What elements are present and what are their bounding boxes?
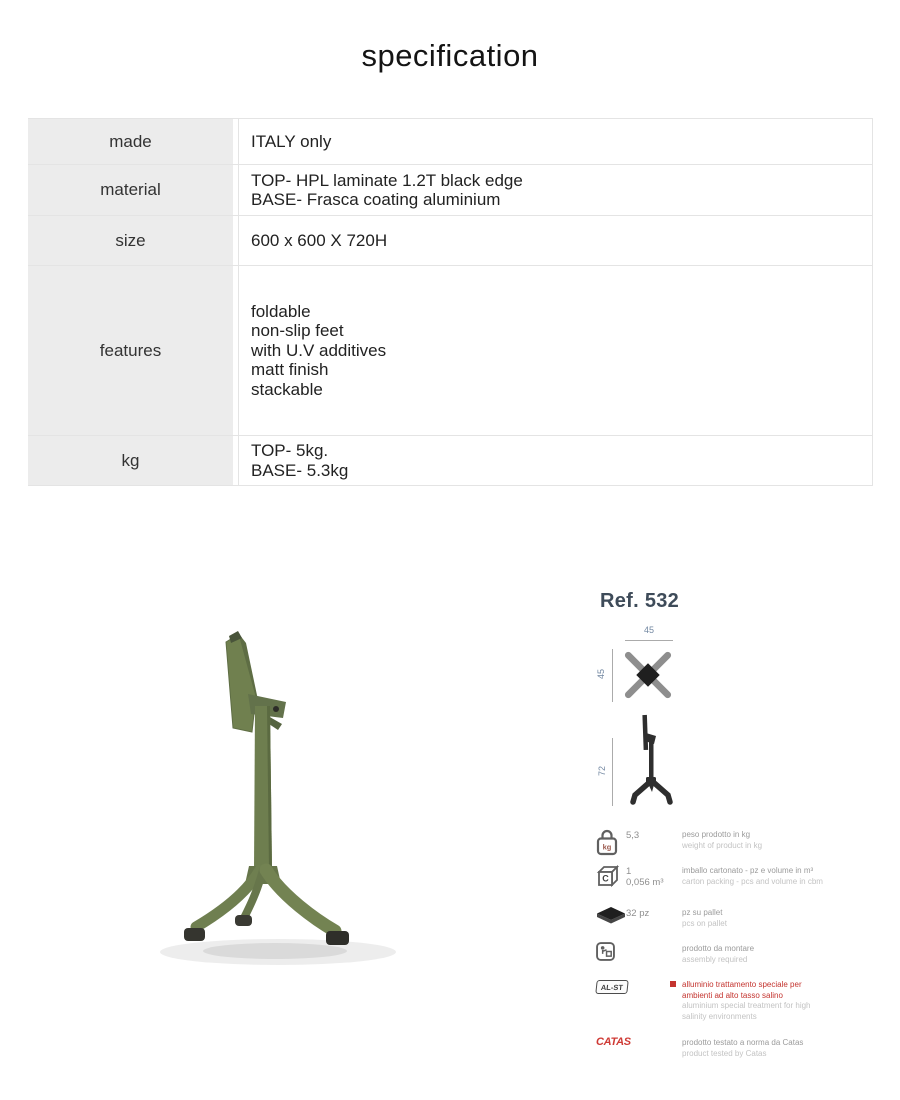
info-desc (682, 978, 888, 1022)
table-row-size (28, 216, 873, 266)
spec-table (28, 118, 873, 486)
info-desc-it: ambienti ad alto tasso salino (682, 990, 783, 1000)
value-line: ITALY only (251, 131, 332, 151)
info-desc-en: pcs on pallet (682, 918, 727, 928)
value-line: TOP- 5kg. (251, 441, 329, 460)
value-line: non-slip feet (251, 321, 344, 341)
catas-logo: CATAS (596, 1036, 631, 1048)
row-value (238, 165, 873, 215)
base-side-view-icon (624, 712, 678, 810)
info-desc-it: pz su pallet (682, 908, 723, 917)
value-line: 600 x 600 X 720H (251, 230, 388, 250)
value-line: matt finish (251, 360, 329, 380)
info-desc-it: prodotto da montare (682, 944, 755, 953)
row-value (238, 436, 873, 485)
info-desc (682, 906, 888, 929)
info-desc-it: peso prodotto in kg (682, 830, 751, 839)
table-row-features (28, 266, 873, 436)
value-line: with U.V additives (251, 340, 387, 360)
kg-glyph: kg (602, 842, 612, 852)
info-desc (682, 828, 888, 851)
info-desc (682, 864, 888, 887)
pallet-icon (596, 906, 626, 926)
info-desc (682, 1036, 888, 1059)
info-desc-en: weight of product in kg (682, 840, 763, 850)
row-label: kg (28, 436, 233, 485)
row-label: features (28, 266, 233, 435)
dim-label-top-width: 45 (643, 625, 654, 635)
value-line: foldable (251, 301, 311, 321)
row-label: made (28, 119, 233, 164)
info-row-weight (596, 828, 888, 861)
info-value: 5,3 (626, 830, 640, 841)
info-desc-en: salinity environments (682, 1011, 757, 1021)
carton-pcs: 1 (626, 866, 632, 877)
value-line: TOP- HPL laminate 1.2T black edge (251, 170, 523, 190)
dim-label-height: 72 (597, 765, 608, 777)
dim-label-top-depth: 45 (596, 668, 607, 680)
info-desc-en: product tested by Catas (682, 1048, 767, 1058)
red-square-bullet (670, 981, 676, 987)
dim-line-top-depth (612, 649, 613, 702)
dim-line-top-width (625, 640, 673, 641)
dim-line-height (612, 738, 613, 806)
info-desc (682, 942, 888, 965)
info-value (626, 864, 682, 888)
info-value (626, 978, 682, 980)
info-row-carton (596, 864, 888, 893)
info-row-pallet (596, 906, 888, 931)
carton-box-icon (596, 864, 620, 888)
assembly-icon (596, 942, 615, 961)
row-value (238, 216, 873, 265)
value-line: stackable (251, 379, 323, 399)
info-row-alst (596, 978, 888, 1022)
row-value (238, 119, 873, 164)
carton-letter-glyph: C (602, 873, 609, 884)
product-photo (130, 600, 460, 1000)
info-row-catas (596, 1036, 888, 1059)
weight-kg-icon (596, 828, 618, 856)
row-label: material (28, 165, 233, 215)
info-value: 32 pz (626, 908, 650, 919)
table-base-illustration (130, 600, 460, 1000)
info-desc-en: aluminium special treatment for high (682, 1001, 811, 1010)
value-line: BASE- Frasca coating aluminium (251, 190, 501, 209)
info-desc-en: assembly required (682, 954, 748, 964)
table-row-made (28, 118, 873, 165)
ref-number-title: Ref. 532 (600, 590, 680, 612)
value-line: BASE- 5.3kg (251, 460, 349, 480)
page-title: specification (361, 38, 539, 73)
base-top-view-icon (620, 647, 676, 703)
info-row-assembly (596, 942, 888, 966)
table-row-material (28, 165, 873, 216)
info-value (626, 942, 682, 944)
row-value (238, 266, 873, 435)
info-desc-en: carton packing - pcs and volume in cbm (682, 876, 823, 886)
carton-volume: 0,056 m³ (626, 877, 664, 888)
info-desc-it: alluminio trattamento speciale per (682, 980, 802, 989)
info-desc-it: prodotto testato a norma da Catas (682, 1038, 804, 1047)
row-label: size (28, 216, 233, 265)
al-st-badge: AL-ST (595, 980, 628, 994)
table-row-kg (28, 436, 873, 486)
info-desc-it: imballo cartonato - pz e volume in m³ (682, 866, 814, 875)
